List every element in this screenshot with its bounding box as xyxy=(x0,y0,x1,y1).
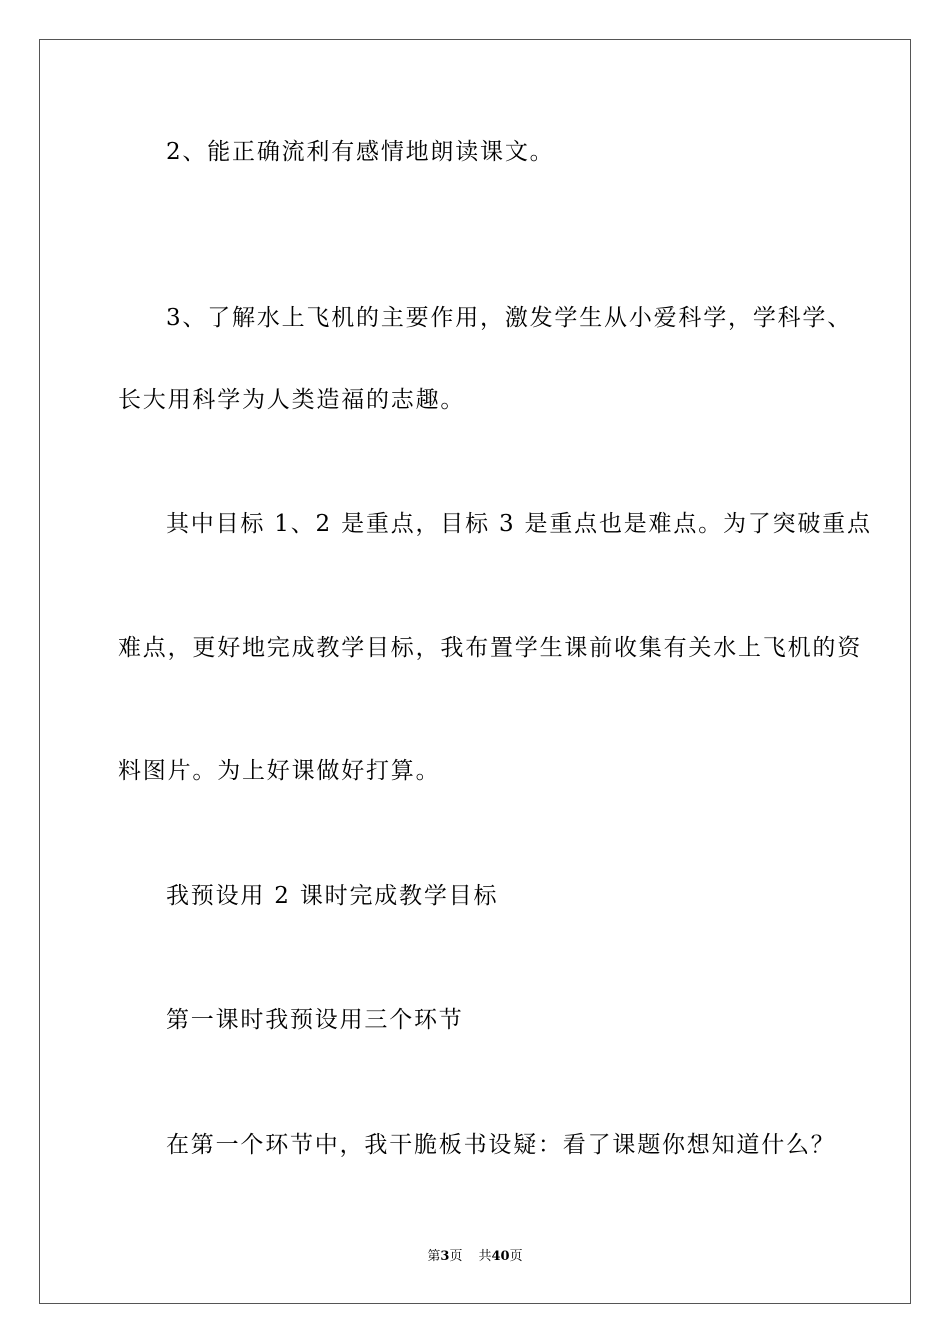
paragraph-key-points: 其中目标 1、2 是重点，目标 3 是重点也是难点。为了突破重点 xyxy=(166,511,872,537)
paragraph-goal-3: 3、了解水上飞机的主要作用，激发学生从小爱科学，学科学、 xyxy=(166,305,853,331)
page-frame xyxy=(39,39,911,1304)
paragraph-key-points-cont-1: 难点，更好地完成教学目标，我布置学生课前收集有关水上飞机的资 xyxy=(118,635,862,661)
paragraph-goal-3-cont: 长大用科学为人类造福的志趣。 xyxy=(118,387,466,413)
paragraph-key-points-cont-2: 料图片。为上好课做好打算。 xyxy=(118,758,441,784)
footer-page-prefix: 第 xyxy=(427,1249,441,1264)
footer-total-number: 40 xyxy=(491,1249,510,1264)
footer-total-prefix: 共 xyxy=(478,1249,492,1264)
page-footer xyxy=(40,1249,910,1265)
footer-total-suffix: 页 xyxy=(509,1249,523,1264)
paragraph-lesson-plan: 我预设用 2 课时完成教学目标 xyxy=(166,883,499,909)
footer-page-number: 3 xyxy=(440,1249,450,1264)
paragraph-first-lesson: 第一课时我预设用三个环节 xyxy=(166,1007,464,1033)
footer-page-suffix: 页 xyxy=(449,1249,463,1264)
paragraph-goal-2: 2、能正确流利有感情地朗读课文。 xyxy=(166,139,555,165)
paragraph-first-step: 在第一个环节中，我干脆板书设疑：看了课题你想知道什么？ xyxy=(166,1132,836,1158)
